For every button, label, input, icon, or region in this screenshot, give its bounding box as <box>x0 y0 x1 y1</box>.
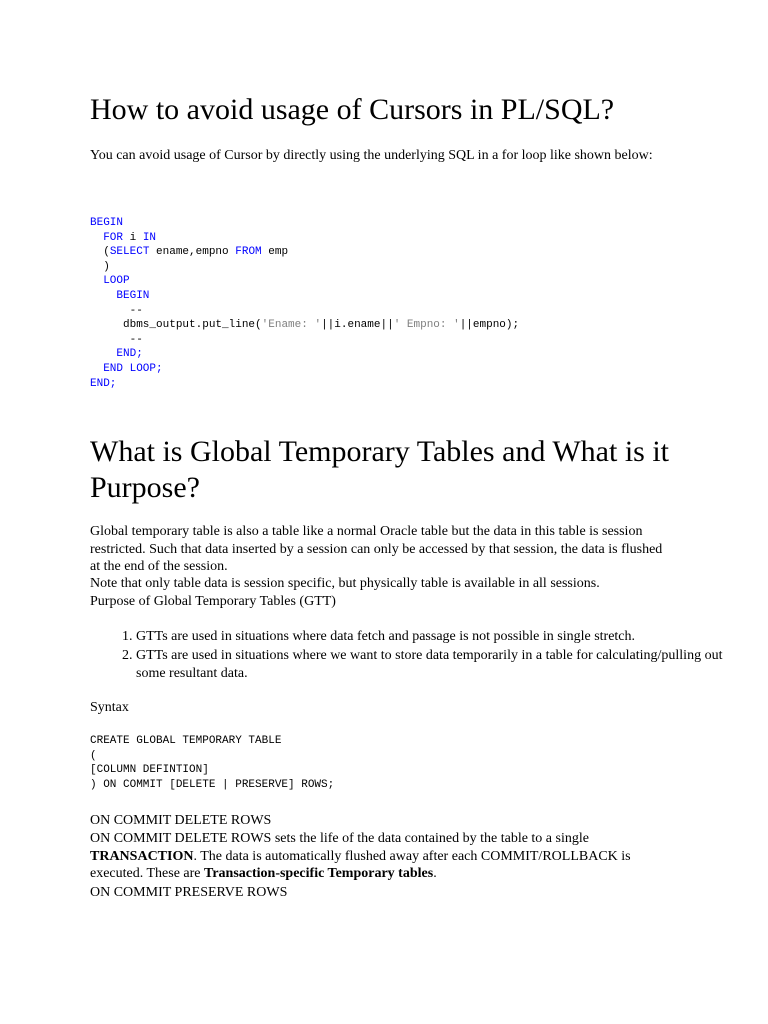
transaction-bold-text: TRANSACTION <box>90 848 194 864</box>
code-text: ename,empno <box>149 246 236 259</box>
delete-rows-text-2: . The data is automatically flushed away after each COMMIT/ROLLBACK is executed. These are <box>90 848 631 881</box>
gtt-purpose-list <box>90 628 736 684</box>
code-text: -- <box>90 333 143 346</box>
preserve-rows-heading: ON COMMIT PRESERVE ROWS <box>90 885 288 900</box>
delete-rows-heading: ON COMMIT DELETE ROWS <box>90 813 272 828</box>
delete-rows-text-3: . <box>433 866 437 881</box>
section-heading-cursors: How to avoid usage of Cursors in PL/SQL? <box>90 93 615 126</box>
code-keyword: FOR <box>103 231 124 244</box>
list-item: 2. GTTs are used in situations where we want to store data temporarily in a table for calculating/pulling out some resultant data. <box>136 647 736 682</box>
code-keyword: FROM <box>235 246 262 259</box>
code-text <box>90 275 103 287</box>
code-text: i <box>123 231 143 244</box>
code-keyword: BEGIN <box>90 217 124 229</box>
delete-rows-description <box>90 830 670 883</box>
code-keyword: END LOOP; <box>103 362 163 375</box>
code-text: ) <box>90 260 110 273</box>
section-heading-gtt: What is Global Temporary Tables and What is it Purpose? <box>90 435 670 504</box>
transaction-specific-bold-text: Transaction-specific Temporary tables <box>204 866 434 881</box>
code-text <box>90 348 116 360</box>
code-text: -- <box>90 304 143 317</box>
list-item: 1. GTTs are used in situations where data fetch and passage is not possible in single stretch. <box>136 628 736 646</box>
delete-rows-text-1: ON COMMIT DELETE ROWS sets the life of the data contained by the table to a single <box>90 831 589 846</box>
syntax-code-block: CREATE GLOBAL TEMPORARY TABLE ( [COLUMN DEFINTION] ) ON COMMIT [DELETE | PRESERVE] ROWS; <box>90 735 335 791</box>
code-keyword: END; <box>116 348 143 361</box>
code-text <box>90 363 103 375</box>
plsql-code-block <box>90 216 519 391</box>
gtt-purpose-label: Purpose of Global Temporary Tables (GTT) <box>90 594 336 609</box>
code-text: ||empno); <box>459 319 520 332</box>
code-keyword: SELECT <box>109 246 150 259</box>
code-text: ||i.ename|| <box>321 319 394 332</box>
code-keyword: IN <box>142 231 157 244</box>
code-keyword: END; <box>90 377 117 390</box>
code-text: dbms_output.put_line( <box>90 319 262 332</box>
gtt-note-paragraph: Note that only table data is session specific, but physically table is available in all sessions. <box>90 576 600 591</box>
code-keyword: LOOP <box>103 275 130 288</box>
syntax-label: Syntax <box>90 700 129 715</box>
intro-paragraph: You can avoid usage of Cursor by directly using the underlying SQL in a for loop like shown below: <box>90 148 653 163</box>
code-text <box>90 232 103 244</box>
code-string: ' Empno: ' <box>393 319 460 332</box>
code-string: 'Ename: ' <box>261 319 322 332</box>
code-keyword: BEGIN <box>116 289 150 302</box>
code-text: ( <box>90 246 110 259</box>
code-text <box>90 290 116 302</box>
code-text: emp <box>261 246 289 259</box>
gtt-description-paragraph: Global temporary table is also a table like a normal Oracle table but the data in this table is session restricted. Such that data inserted by a session can only be accessed by that session, the data is flushed at the end of the session. <box>90 524 663 574</box>
